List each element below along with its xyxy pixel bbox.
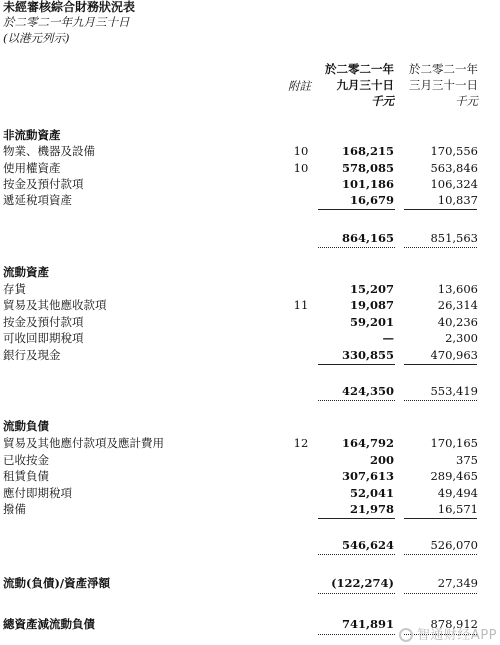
total-assets-less-value-current: 741,891 — [341, 617, 394, 631]
row-label: 應付即期稅項 — [3, 486, 72, 500]
row-label: 遞延稅項資產 — [3, 193, 72, 207]
row-value-prior: 49,494 — [437, 486, 478, 500]
row-label: 貿易及其他應付款項及應計費用 — [3, 436, 164, 450]
row-value-current: 101,186 — [341, 177, 394, 191]
total-current-liabilities-current: 546,624 — [341, 538, 394, 552]
net-current-value-current: (122,274) — [331, 576, 394, 590]
total-assets-less-value-prior: 878,912 — [430, 617, 478, 631]
total-rule — [404, 400, 477, 401]
subtotal-rule — [318, 209, 395, 210]
subtotal-rule — [318, 364, 395, 365]
row-value-prior: 470,963 — [430, 348, 478, 362]
total-rule — [318, 247, 395, 248]
row-value-prior: 289,465 — [430, 469, 478, 483]
col1-header-unit: 千元 — [371, 94, 394, 108]
row-note: 12 — [293, 436, 309, 450]
section-heading-non-current-assets: 非流動資產 — [3, 128, 61, 142]
row-value-prior: 170,556 — [430, 144, 478, 158]
total-current-assets-prior: 553,419 — [430, 384, 478, 398]
row-value-prior: 563,846 — [430, 161, 478, 175]
net-current-value-prior: 27,349 — [437, 576, 478, 590]
row-value-current: 578,085 — [341, 161, 394, 175]
row-value-current: 52,041 — [349, 486, 394, 500]
subtotal-rule — [404, 364, 477, 365]
col1-header-line1: 於二零二一年 — [325, 62, 394, 76]
row-value-prior: 26,314 — [437, 298, 478, 312]
col2-header-unit: 千元 — [455, 94, 478, 108]
total-non-current-assets-current: 864,165 — [341, 231, 394, 245]
row-value-prior: 375 — [456, 453, 478, 467]
row-value-current: 15,207 — [349, 282, 394, 296]
row-label: 已收按金 — [3, 453, 49, 467]
total-rule — [318, 554, 395, 555]
row-label: 可收回即期稅項 — [3, 331, 84, 345]
statement-date: 於二零二一年九月三十日 — [3, 15, 130, 29]
total-assets-less-label: 總資產減流動負債 — [3, 617, 95, 631]
row-label: 按金及預付款項 — [3, 315, 84, 329]
row-value-current: 16,679 — [349, 193, 394, 207]
row-value-current: 21,978 — [349, 502, 394, 516]
note-column-header: 附註 — [288, 79, 311, 93]
row-note: 10 — [293, 144, 309, 158]
total-rule — [318, 400, 395, 401]
row-label: 貿易及其他應收款項 — [3, 298, 107, 312]
total-non-current-assets-prior: 851,563 — [430, 231, 478, 245]
row-label: 存貨 — [3, 282, 26, 296]
row-label: 使用權資產 — [3, 161, 61, 175]
row-label: 銀行及現金 — [3, 348, 61, 362]
row-value-current: 59,201 — [349, 315, 394, 329]
row-value-prior: 40,236 — [437, 315, 478, 329]
row-value-prior: 170,165 — [430, 436, 478, 450]
row-label: 租賃負債 — [3, 469, 49, 483]
row-value-prior: 2,300 — [445, 331, 478, 345]
col1-header-line2: 九月三十日 — [336, 78, 394, 92]
row-value-prior: 16,571 — [437, 502, 478, 516]
row-value-current: — — [382, 331, 394, 345]
col2-header-line1: 於二零二一年 — [409, 62, 478, 76]
currency-note: (以港元列示) — [3, 31, 70, 45]
row-label: 按金及預付款項 — [3, 177, 84, 191]
row-label: 撥備 — [3, 502, 26, 516]
watermark-logo-icon — [399, 628, 413, 642]
total-rule — [318, 593, 395, 594]
row-value-current: 168,215 — [341, 144, 394, 158]
subtotal-rule — [404, 209, 477, 210]
row-value-prior: 106,324 — [430, 177, 478, 191]
watermark-text: 智通财经APP — [416, 628, 497, 643]
subtotal-rule — [318, 518, 395, 519]
total-rule — [318, 634, 395, 635]
total-rule — [404, 247, 477, 248]
total-rule — [404, 593, 477, 594]
col2-header-line2: 三月三十一日 — [409, 78, 478, 92]
subtotal-rule — [404, 518, 477, 519]
statement-title: 未經審核綜合財務狀況表 — [3, 0, 136, 14]
row-value-current: 330,855 — [341, 348, 394, 362]
total-rule — [404, 554, 477, 555]
row-value-current: 19,087 — [349, 298, 394, 312]
watermark — [399, 624, 497, 643]
total-current-liabilities-prior: 526,070 — [430, 538, 478, 552]
row-label: 物業、機器及設備 — [3, 144, 95, 158]
row-value-current: 164,792 — [341, 436, 394, 450]
row-value-prior: 13,606 — [437, 282, 478, 296]
row-note: 11 — [293, 298, 309, 312]
section-heading-current-assets: 流動資產 — [3, 265, 49, 279]
net-current-label: 流動(負債)/資產淨額 — [3, 576, 111, 590]
section-heading-current-liabilities: 流動負債 — [3, 419, 49, 433]
row-note: 10 — [293, 161, 309, 175]
row-value-current: 200 — [369, 453, 394, 467]
row-value-prior: 10,837 — [437, 193, 478, 207]
row-value-current: 307,613 — [341, 469, 394, 483]
total-current-assets-current: 424,350 — [341, 384, 394, 398]
